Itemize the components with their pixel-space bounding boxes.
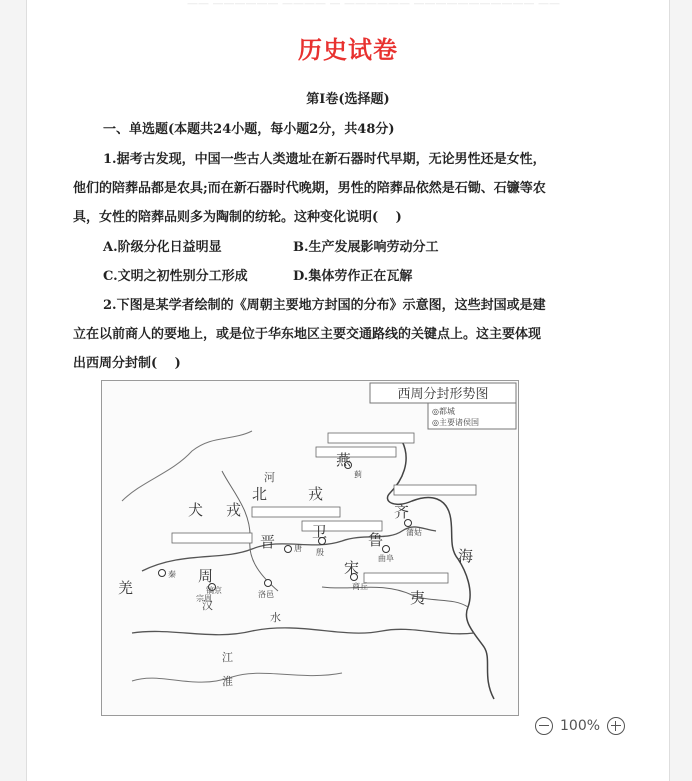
map-label: 曲阜 <box>378 554 394 563</box>
cropped-header-text: —— —————— ———— — —————— ——————————— —— <box>187 0 560 8</box>
map-label: 宗周 <box>196 594 212 603</box>
map-label: 商丘 <box>352 582 368 591</box>
option-b: B.生产发展影响劳动分工 <box>293 240 439 255</box>
yangtze-river <box>132 628 474 635</box>
map-label: 鲁 <box>368 531 384 549</box>
section-heading: 第Ⅰ卷(选择题) <box>306 92 390 107</box>
map-label: 犬 <box>188 501 204 519</box>
map-label: 燕 <box>336 451 352 469</box>
map-label: 汉 <box>202 599 213 612</box>
map-title: 西周分封形势图 <box>397 387 489 402</box>
question-2-line: 出西周分封制( ) <box>73 356 181 371</box>
part-heading: 一、单选题(本题共24小题，每小题2分，共48分) <box>103 122 395 137</box>
map-label: 淮 <box>222 675 233 688</box>
map-label: 秦 <box>168 570 176 579</box>
map-label: 夷 <box>410 589 426 607</box>
zoom-level: 100% <box>560 718 601 734</box>
map-label: 镐京 <box>206 586 222 595</box>
callout-box <box>172 533 252 543</box>
question-1-line: 具，女性的陪葬品则多为陶制的纺轮。这种变化说明( ) <box>73 210 402 225</box>
zoom-in-icon[interactable] <box>607 717 625 735</box>
zoom-control <box>535 714 625 738</box>
question-1-line: 他们的陪葬品都是农具;而在新石器时代晚期，男性的陪葬品依然是石锄、石镰等农 <box>73 181 546 196</box>
map-label: 河 <box>264 471 275 484</box>
map-legend-capital: ◎都城 <box>432 407 455 416</box>
callout-box <box>252 507 340 517</box>
city-marker <box>265 580 272 587</box>
huai-river <box>322 587 468 607</box>
city-marker <box>159 570 166 577</box>
option-d: D.集体劳作正在瓦解 <box>293 269 413 284</box>
question-1-line: 1.据考古发现，中国一些古人类遗址在新石器时代早期，无论男性还是女性， <box>103 152 546 167</box>
fen-river <box>222 471 278 591</box>
zoom-out-icon[interactable] <box>535 717 553 735</box>
map-label: 戎 <box>308 485 324 503</box>
map-label: 戎 <box>226 501 242 519</box>
map-label: 蒲姑 <box>406 528 422 537</box>
map-label: 卫 <box>312 523 328 541</box>
map-label: 唐 <box>294 544 302 553</box>
map-label: 海 <box>458 547 474 565</box>
callout-box <box>394 485 476 495</box>
map-label: 周 <box>198 567 214 585</box>
callout-box <box>316 447 396 457</box>
document-page <box>26 0 670 781</box>
callout-box <box>328 433 414 443</box>
question-2-line: 立在以前商人的要地上，或是位于华东地区主要交通路线的关键点上。这主要体现 <box>73 327 542 342</box>
question-2-line: 2.下图是某学者绘制的《周朝主要地方封国的分布》示意图，这些封国或是建 <box>103 298 546 313</box>
option-c: C.文明之初性别分工形成 <box>103 269 248 284</box>
exam-title: 历史试卷 <box>298 36 398 64</box>
map-label: 晋 <box>260 533 276 551</box>
map-label: 江 <box>222 651 233 664</box>
map-label: 羌 <box>118 579 134 597</box>
frontier-line <box>122 431 252 501</box>
map-label: 水 <box>270 611 281 624</box>
city-marker <box>285 546 292 553</box>
option-a: A.阶级分化日益明显 <box>103 240 222 255</box>
map-label: 洛邑 <box>258 590 274 599</box>
map-label: 北 <box>252 485 268 503</box>
map-label: 蓟 <box>354 470 362 479</box>
map-label: 殷 <box>316 548 324 557</box>
map-label: 宋 <box>344 559 360 577</box>
map-legend-state: ◎主要诸侯国 <box>432 418 479 427</box>
map-label: 齐 <box>394 503 410 521</box>
city-marker <box>383 546 390 553</box>
callout-box <box>364 573 448 583</box>
western-zhou-map <box>101 380 519 716</box>
coastline <box>387 441 494 699</box>
southern-line <box>132 673 342 682</box>
